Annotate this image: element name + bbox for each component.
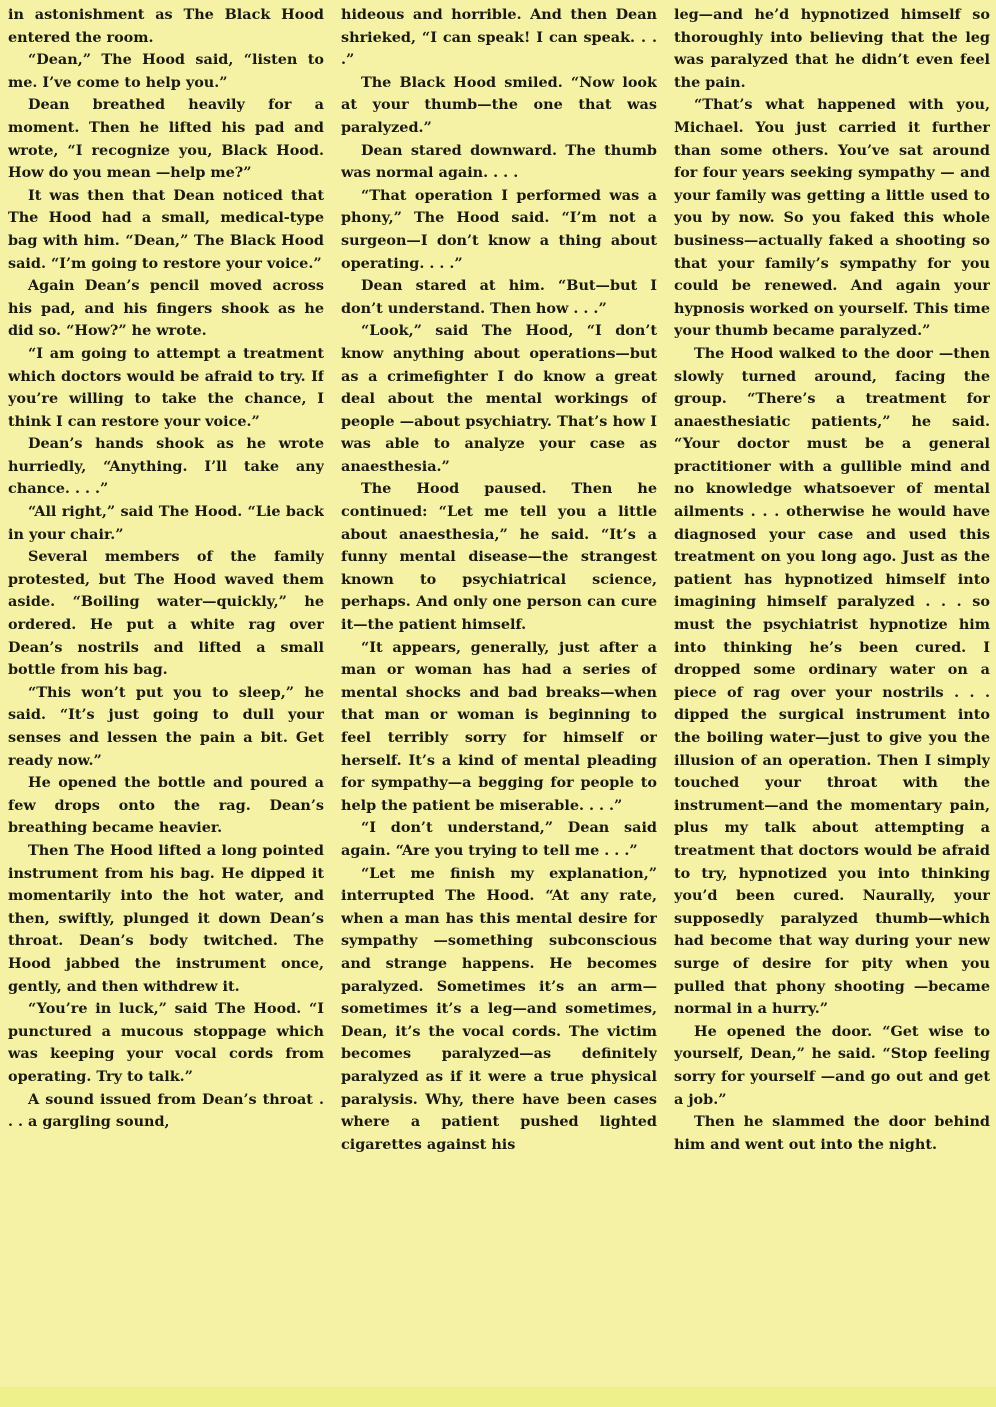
paragraph: The Black Hood smiled. “Now look at your thumb—the one that was paralyzed.” [341, 73, 657, 136]
paragraph: “It appears, generally, just after a man or woman has had a series of mental shocks and bad breaks—when that man or woman is beginning to feel terribly sorry for himself or herself. It’s a kind of mental pleading for sympathy—a begging for people to help the patient be miserable. . . .” [341, 638, 657, 814]
paragraph: Again Dean’s pencil moved across his pad, and his fingers shook as he did so. “How?” he wrote. [8, 277, 324, 340]
paragraph: Dean breathed heavily for a moment. Then he lifted his pad and wrote, “I recognize you, Black Hood. How do you mean —help me?” [8, 96, 324, 182]
paragraph: “This won’t put you to sleep,” he said. “It’s just going to dull your senses and lessen the pain a bit. Get ready now.” [8, 683, 324, 769]
paragraph: Dean’s hands shook as he wrote hurriedly, “Anything. I’ll take any chance. . . .” [8, 435, 324, 498]
paragraph: “All right,” said The Hood. “Lie back in your chair.” [8, 503, 324, 543]
paragraph: in astonishment as The Black Hood entered the room. [8, 6, 324, 46]
paragraph: “I don’t understand,” Dean said again. “Are you trying to tell me . . .” [341, 819, 657, 859]
paragraph: leg—and he’d hypnotized himself so thoroughly into believing that the leg was paralyzed that he didn’t even feel the pain. [674, 6, 990, 91]
paragraph: The Hood walked to the door —then slowly turned around, facing the group. “There’s a treatment for anaesthesiatic patients,” he said. “Your doctor must be a general practitioner with a gullible mind and no knowledge whatsoever of mental ailments . . . otherwise he would have diagnosed your case and used this treatment on you long ago. Just as the patient has hypnotized himself into imagining himself paralyzed . . . so must the psychiatrist hypnotize him into thinking he’s been cured. I dropped some ordinary water on a piece of rag over your nostrils . . . dipped the surgical instrument into the boiling water—just to give you the illusion of an operation. Then I simply touched your throat with the instrument—and the momentary pain, plus my talk about attempting a treatment that doctors would be afraid to try, hypnotized you into thinking you’d been cured. Naurally, your supposedly paralyzed thumb—which had become that way during your new surge of desire for pity when you pulled that phony shooting —became normal in a hurry.” [674, 344, 990, 1018]
paragraph: Then The Hood lifted a long pointed instrument from his bag. He dipped it momentarily into the hot water, and then, swiftly, plunged it down Dean’s throat. Dean’s body twitched. The Hood jabbed the instrument once, gently, and then withdrew it. [8, 841, 324, 995]
paragraph: Dean stared at him. “But—but I don’t understand. Then how . . .” [341, 277, 657, 317]
paragraph: Dean stared downward. The thumb was normal again. . . . [341, 141, 657, 182]
paragraph: “Let me finish my explanation,” interrupted The Hood. “At any rate, when a man has this mental desire for sympathy —something subconscious and strange happens. He becomes paralyzed. Sometimes it’s an arm—sometimes it’s a leg—and sometimes, Dean, it’s the vocal cords. The victim becomes paralyzed—as definitely paralyzed as if it were a true physical paralysis. Why, there have been cases where a patient pushed lighted cigarettes against his [341, 864, 657, 1153]
paragraph: “Dean,” The Hood said, “listen to me. I’ve come to help you.” [8, 51, 324, 91]
paragraph: “That’s what happened with you, Michael. You just carried it further than some others. You’ve sat around for four years seeking sympathy — and your family was getting a little used to you by now. So you faked this whole business—actually faked a shooting so that your family’s sympathy for you could be renewed. And again your hypnosis worked on yourself. This time your thumb became paralyzed.” [674, 96, 990, 340]
paragraph: “You’re in luck,” said The Hood. “I punctured a mucous stoppage which was keeping your vocal cords from operating. Try to talk.” [8, 1000, 324, 1085]
text-column-right [674, 4, 990, 1404]
paragraph: A sound issued from Dean’s throat . . . a gargling sound, [8, 1090, 324, 1131]
text-column-left [8, 4, 324, 1404]
paragraph: The Hood paused. Then he continued: “Let me tell you a little about anaesthesia,” he said. “It’s a funny mental disease—the strangest known to psychiatrical science, perhaps. And only one person can cure it—the patient himself. [341, 480, 657, 634]
paragraph: It was then that Dean noticed that The Hood had a small, medical-type bag with him. “Dean,” The Black Hood said. “I’m going to restore your voice.” [8, 186, 324, 272]
paragraph: “Look,” said The Hood, “I don’t know anything about operations—but as a crimefighter I do know a great deal about the mental workings of people —about psychiatry. That’s how I was able to analyze your case as anaesthesia.” [341, 322, 657, 475]
paragraph: Several members of the family protested, but The Hood waved them aside. “Boiling water—quickly,” he ordered. He put a white rag over Dean’s nostrils and lifted a small bottle from his bag. [8, 548, 324, 679]
paragraph: “I am going to attempt a treatment which doctors would be afraid to try. If you’re willing to take the chance, I think I can restore your voice.” [8, 344, 324, 430]
paragraph: He opened the door. “Get wise to yourself, Dean,” he said. “Stop feeling sorry for yourself —and go out and get a job.” [674, 1022, 990, 1108]
paragraph: hideous and horrible. And then Dean shrieked, “I can speak! I can speak. . . .” [341, 6, 657, 69]
paragraph: “That operation I performed was a phony,” The Hood said. “I’m not a surgeon—I don’t know a thing about operating. . . .” [341, 186, 657, 272]
text-column-middle [341, 4, 657, 1404]
paragraph: He opened the bottle and poured a few drops onto the rag. Dean’s breathing became heavier. [8, 774, 324, 837]
paragraph: Then he slammed the door behind him and went out into the night. [674, 1113, 990, 1153]
